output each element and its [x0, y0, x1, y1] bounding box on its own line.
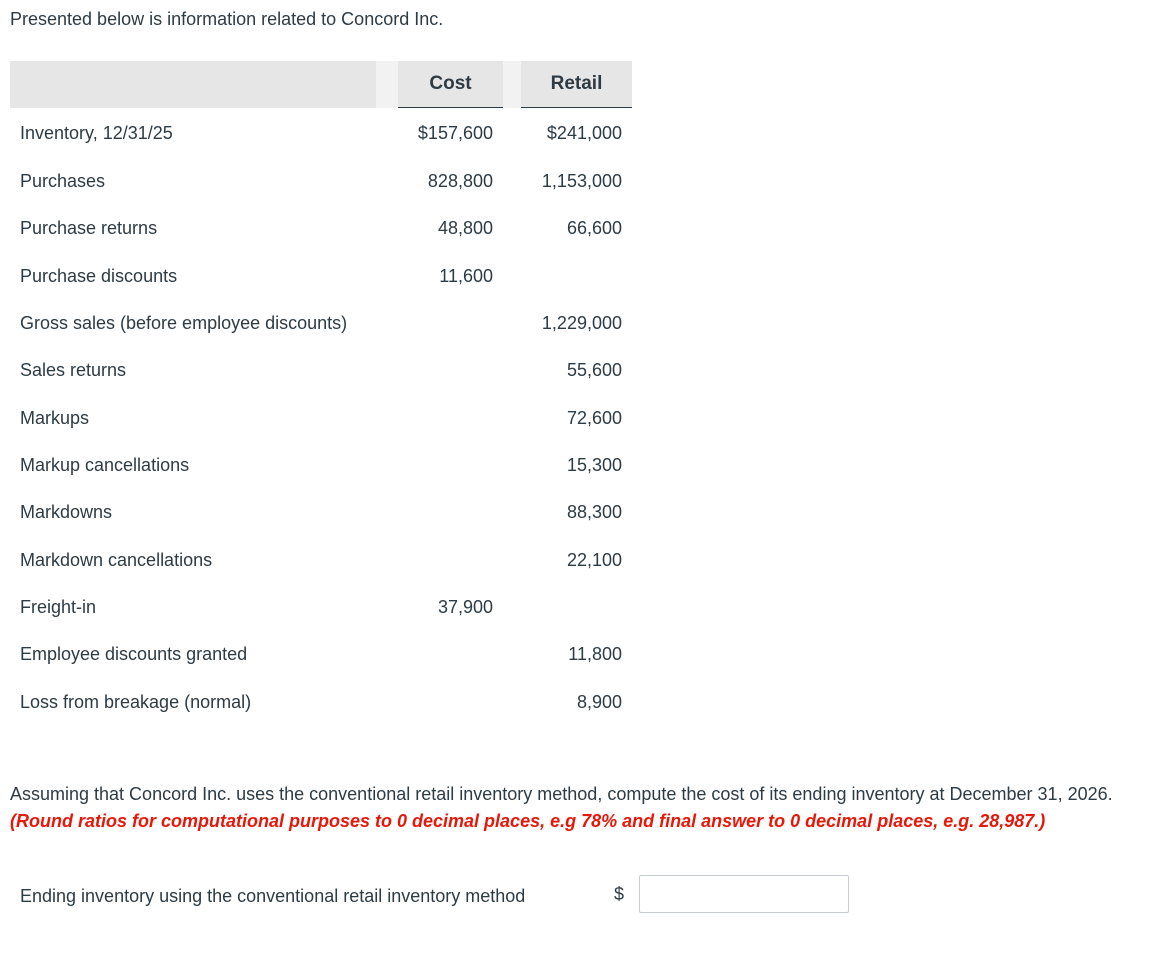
intro-text: Presented below is information related to Concord Inc.: [10, 9, 444, 29]
cost-value: 37,900: [437, 597, 493, 617]
retail-value: 88,300: [566, 502, 622, 522]
retail-value: $241,000: [546, 123, 622, 143]
cost-value: 11,600: [439, 266, 493, 286]
row-label: Loss from breakage (normal): [20, 692, 252, 712]
row-label: Inventory, 12/31/25: [20, 123, 173, 143]
rounding-instruction: (Round ratios for computational purposes to 0 decimal places, e.g 78% and final answer to 0 decimal places, e.g. 28,987.): [10, 811, 1046, 831]
retail-value: 66,600: [566, 218, 622, 238]
row-label: Purchase returns: [20, 218, 158, 238]
header-blank-cell: [376, 61, 398, 108]
question-text: [10, 781, 1170, 835]
retail-value: 8,900: [576, 692, 622, 712]
ending-inventory-input[interactable]: [639, 875, 849, 913]
row-label: Markdowns: [20, 502, 113, 522]
row-label: Markups: [20, 408, 90, 428]
answer-label: Ending inventory using the conventional retail inventory method: [20, 886, 526, 906]
retail-value: 1,229,000: [541, 313, 622, 333]
retail-value: 55,600: [566, 360, 622, 380]
retail-value: 11,800: [568, 644, 622, 664]
row-label: Purchases: [20, 171, 106, 191]
retail-value: 72,600: [566, 408, 622, 428]
cost-value: $157,600: [417, 123, 493, 143]
retail-value: 15,300: [566, 455, 622, 475]
column-header-cost: Cost: [398, 61, 503, 108]
row-label: Markup cancellations: [20, 455, 190, 475]
column-header-retail: Retail: [521, 61, 632, 108]
row-label: Employee discounts granted: [20, 644, 248, 664]
cost-value: 48,800: [437, 218, 493, 238]
row-label: Purchase discounts: [20, 266, 178, 286]
header-gap-cell: [503, 61, 521, 108]
row-label: Gross sales (before employee discounts): [20, 313, 348, 333]
row-label: Freight-in: [20, 597, 97, 617]
row-label: Markdown cancellations: [20, 550, 213, 570]
retail-value: 1,153,000: [541, 171, 622, 191]
row-label: Sales returns: [20, 360, 127, 380]
retail-value: 22,100: [566, 550, 622, 570]
cost-value: 828,800: [427, 171, 493, 191]
currency-symbol: $: [614, 884, 625, 904]
question-body: Assuming that Concord Inc. uses the conventional retail inventory method, compute the cost of its ending inventory at December 31, 2026.: [10, 784, 1113, 804]
